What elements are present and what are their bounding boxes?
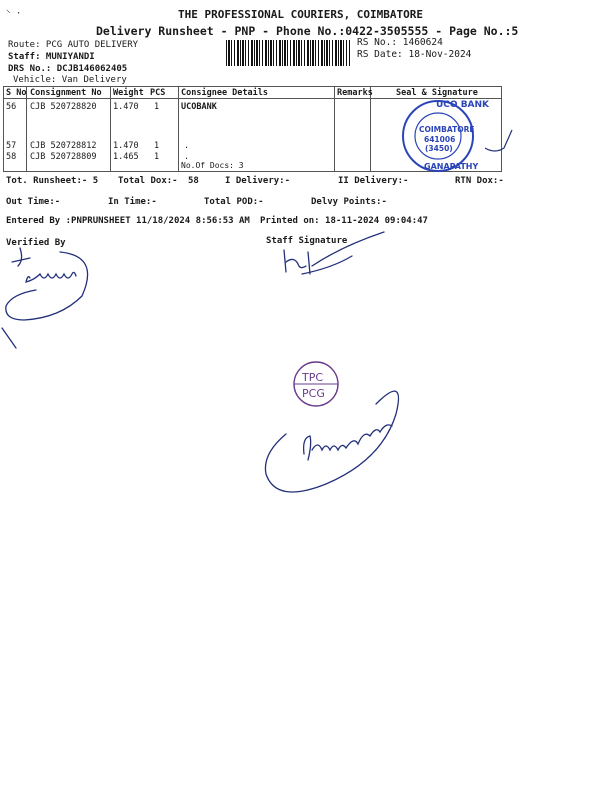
staff-label: Staff: MUNIYANDI [8,52,95,62]
row-57-sno: 57 [6,141,17,151]
staff-signature-label: Staff Signature [266,236,348,246]
rtn-dox: RTN Dox:- [455,176,504,186]
verified-by-label: Verified By [6,238,66,248]
delvy-points: Delvy Points:- [311,197,387,207]
stamp-line1: UCO BANK [436,100,490,110]
header-pcs: PCS [150,88,166,98]
corner-mark: ⸌ · [6,9,22,19]
in-time: In Time:- [108,197,157,207]
printed-on: Printed on: 18-11-2024 09:04:47 [260,216,428,226]
row-58-consignee: . [184,152,190,162]
row-56-weight: 1.470 [113,102,139,112]
row-58-pcs: 1 [154,152,160,162]
pcg-stamp-top: TPC [302,371,324,384]
header-seal: Seal & Signature [396,88,478,98]
ii-delivery: II Delivery:- [338,176,409,186]
row-56-pcs: 1 [154,102,160,112]
stamp-line2: COIMBATORE [419,125,475,134]
receiver-signature [256,364,416,514]
tot-runsheet: Tot. Runsheet:- 5 [6,176,99,186]
route-label: Route: PCG AUTO DELIVERY [8,40,139,50]
verified-signature [0,236,110,351]
rs-number: RS No.: 1460624 [357,37,443,48]
header-consignment: Consignment No [30,88,102,98]
header-remarks: Remarks [337,88,373,98]
entered-by: Entered By :PNPRUNSHEET 11/18/2024 8:56:53 AM [6,216,250,226]
barcode [226,40,350,66]
out-time: Out Time:- [6,197,61,207]
header-sno: S No [6,88,27,98]
row-57-pcs: 1 [154,141,160,151]
row-58-consignment: CJB 520728809 [30,152,97,162]
row-56-sno: 56 [6,102,17,112]
vehicle-label: Vehicle: Van Delivery [13,75,127,85]
stamp-line3: 641006 [424,135,456,144]
runsheet-title: Delivery Runsheet - PNP - Phone No.:0422-3505555 - Page No.:5 [96,24,519,38]
uco-bank-stamp [400,96,520,176]
row-56-consignee: UCOBANK [181,102,217,112]
row-57-consignment: CJB 520728812 [30,141,97,151]
i-delivery: I Delivery:- [225,176,291,186]
staff-signature [272,226,392,286]
row-57-consignee: . [184,141,190,151]
stamp-line5: GANAPATHY [424,162,479,171]
header-weight: Weight [113,88,144,98]
header-consignee: Consignee Details [181,88,268,98]
row-58-weight: 1.465 [113,152,139,162]
no-of-docs: No.Of Docs: 3 [181,161,244,170]
row-56-consignment: CJB 520728820 [30,102,97,112]
drs-number: DRS No.: DCJB146062405 [8,64,128,74]
total-dox-label: Total Dox:- [118,176,178,186]
total-pod: Total POD:- [204,197,264,207]
total-dox-value: 58 [188,176,199,186]
pcg-stamp-bottom: PCG [302,387,325,400]
row-57-weight: 1.470 [113,141,139,151]
rs-date: RS Date: 18-Nov-2024 [357,49,472,60]
row-58-sno: 58 [6,152,17,162]
stamp-line4: (3450) [425,144,453,153]
company-name: THE PROFESSIONAL COURIERS, COIMBATORE [178,8,424,21]
